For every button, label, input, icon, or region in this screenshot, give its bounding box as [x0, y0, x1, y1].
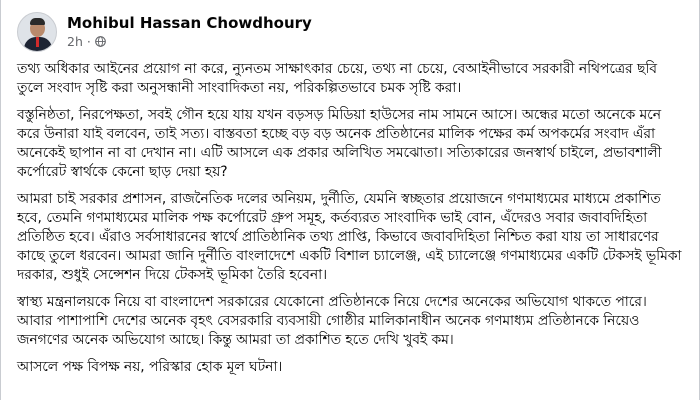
- post-paragraph-5: আসলে পক্ষ বিপক্ষ নয়, পরিস্কার হোক মূল ঘটনা।: [17, 359, 283, 375]
- post-header: [17, 10, 312, 54]
- post-paragraph-3: আমরা চাই সরকার প্রশাসন, রাজনৈতিক দলের অনিয়ম, দুর্নীতি, যেমনি স্বচ্ছতার প্রয়োজনে গণমাধ্যমের মাধ্যমে প্রকাশিত হবে, তেমনি গণমাধ্যমের মালিক পক্ষ কর্পোরেট গ্রুপ সমূহ, কর্তব্যরত সাংবাদিক ভাই বোন, এঁদেরও সবার জবাবদিহিতা প্রতিষ্ঠিত হবে। এঁরাও সর্বসাধারনের স্বার্থে প্রাতিষ্ঠানিক তথ্য প্রাপ্তি, কিভাবে জবাবদিহিতা নিশ্চিত করা যায় তা সাধারণের কাছে তুলে ধরবেন। আমরা জানি দুর্নীতি বাংলাদেশে একটি বিশাল চ্যালেঞ্জ, এই চ্যালেঞ্জে গণমাধ্যমের একটি টেকসই ভূমিকা দরকার, শুধুই সেন্সেশন দিয়ে টেকসই ভূমিকা তৈরি হবেনা।: [17, 191, 682, 283]
- post-meta: [67, 14, 312, 50]
- post-paragraph-2: বস্তুনিষ্ঠতা, নিরপেক্ষতা, সবই গৌন হয়ে যায় যখন বড়সড় মিডিয়া হাউসের নাম সামনে আসে। অন্ধের মতো অনেকে মনে করে উনারা যাই বলবেন, তাই সত্য। বাস্তবতা হচ্ছে বড় বড় অনেক প্রতিষ্ঠানের মালিক পক্ষের কর্ম অপকর্মের সংবাদ এঁরা অনেকেই ছাপান না বা দেখান না। এটি আসলে এক প্রকার অলিখিত সমঝোতা। সত্যিকারের জনস্বার্থ চাইলে, প্রভাবশালী কর্পোরেট স্বার্থকে কেনো ছাড় দেয়া হয়?: [17, 107, 662, 180]
- author-name[interactable]: Mohibul Hassan Chowdhoury: [67, 14, 312, 32]
- post-paragraph-4: স্বাস্থ্য মন্ত্রনালয়কে নিয়ে বা বাংলাদেশ সরকারের যেকোনো প্রতিষ্ঠানকে নিয়ে দেশের অনেকের অভিযোগ থাকতে পারে। আবার পাশাপাশি দেশের অনেক বৃহৎ বেসরকারি ব্যবসায়ী গোষ্ঠীর মালিকানাধীন অনেক গণমাধ্যম প্রতিষ্ঠানকে নিয়েও জনগণের অনেক অভিযোগ আছে। কিন্তু আমরা তা প্রকাশিত হতে দেখি খুবই কম।: [17, 294, 647, 348]
- post-timestamp[interactable]: 2h: [67, 34, 83, 49]
- post-paragraph-1: তথ্য অধিকার আইনের প্রয়োগ না করে, ন্যুনতম সাক্ষাৎকার চেয়ে, তথ্য না চেয়ে, বেআইনীভাবে সরকারী নথিপত্রের ছবি তুলে সংবাদ সৃষ্টি করা অনুসন্ধানী সাংবাদিকতা নয়, পরিকল্পিতভাবে চমক সৃষ্টি করা।: [17, 61, 657, 96]
- author-avatar[interactable]: [17, 12, 57, 52]
- globe-icon[interactable]: [95, 36, 106, 47]
- post-subline: [67, 33, 312, 50]
- separator-dot: ·: [86, 34, 91, 49]
- post-content: [17, 60, 685, 385]
